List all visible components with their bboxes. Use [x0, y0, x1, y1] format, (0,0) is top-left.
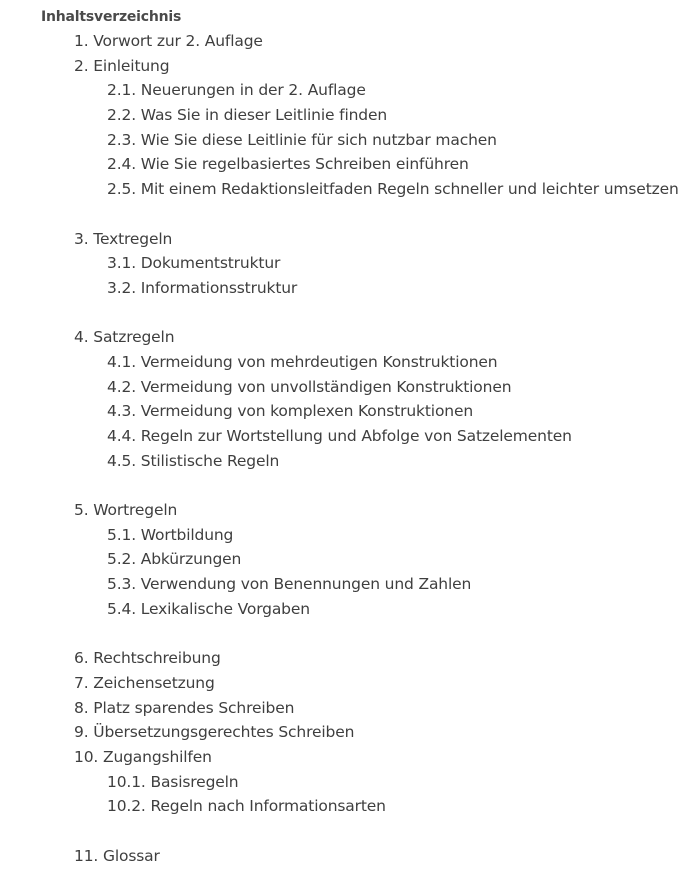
toc-section-item: [0, 177, 680, 202]
toc-section-item: [0, 375, 680, 400]
toc-chapter-item: [0, 325, 680, 350]
toc-chapter-item: [0, 646, 680, 671]
toc-section-item: [0, 276, 680, 301]
toc-section-item: [0, 152, 680, 177]
toc-chapter-item: [0, 720, 680, 745]
toc-section-link[interactable]: 5.2. Abkürzungen: [107, 550, 242, 569]
toc-chapter-link[interactable]: 3. Textregeln: [74, 229, 173, 248]
toc-section-link[interactable]: 4.3. Vermeidung von komplexen Konstruktionen: [107, 402, 474, 421]
toc-section-link[interactable]: 2.4. Wie Sie regelbasiertes Schreiben einführen: [107, 155, 469, 174]
toc-section-item: [0, 449, 680, 474]
toc-section-item: [0, 103, 680, 128]
toc-section-link[interactable]: 4.4. Regeln zur Wortstellung und Abfolge von Satzelementen: [107, 427, 572, 445]
toc-chapter-item: [0, 844, 680, 869]
toc-heading: Inhaltsverzeichnis: [41, 9, 182, 25]
toc-chapter-item: [0, 498, 680, 523]
toc-chapter-link[interactable]: 6. Rechtschreibung: [74, 649, 221, 668]
toc-section-item: [0, 547, 680, 572]
toc-list: [0, 29, 680, 868]
toc-chapter-item: [0, 54, 680, 79]
toc-section-item: [0, 251, 680, 276]
toc-section-item: [0, 523, 680, 548]
toc-section-link[interactable]: 5.3. Verwendung von Benennungen und Zahlen: [107, 575, 472, 594]
toc-chapter-link[interactable]: 10. Zugangshilfen: [74, 747, 212, 766]
toc-section-item: [0, 572, 680, 597]
toc-section-item: [0, 770, 680, 795]
toc-chapter-link[interactable]: 5. Wortregeln: [74, 501, 178, 520]
toc-section-link[interactable]: 2.1. Neuerungen in der 2. Auflage: [107, 81, 366, 100]
toc-section-link[interactable]: 3.2. Informationsstruktur: [107, 278, 298, 297]
toc-chapter-link[interactable]: 7. Zeichensetzung: [74, 673, 215, 692]
toc-chapter-link[interactable]: 11. Glossar: [74, 846, 160, 865]
toc-section-link[interactable]: 5.1. Wortbildung: [107, 525, 234, 544]
toc-chapter-link[interactable]: 8. Platz sparendes Schreiben: [74, 698, 295, 717]
toc-section-item: [0, 399, 680, 424]
toc-section-item: [0, 794, 680, 819]
toc-section-item: [0, 597, 680, 622]
toc-section-link[interactable]: 4.2. Vermeidung von unvollständigen Konstruktionen: [107, 377, 512, 396]
toc-section-item: [0, 78, 680, 103]
toc-chapter-link[interactable]: 2. Einleitung: [74, 56, 170, 75]
toc-section-link[interactable]: 2.5. Mit einem Redaktionsleitfaden Regeln schneller und leichter umsetzen: [107, 180, 679, 199]
toc-chapter-item: [0, 227, 680, 252]
toc-section-item: [0, 350, 680, 375]
toc-section-item: [0, 128, 680, 153]
toc-chapter-link[interactable]: 9. Übersetzungsgerechtes Schreiben: [74, 723, 355, 742]
toc-chapter-link[interactable]: 1. Vorwort zur 2. Auflage: [74, 32, 263, 50]
toc-chapter-item: [0, 696, 680, 721]
toc-section-link[interactable]: 4.5. Stilistische Regeln: [107, 451, 280, 470]
toc-section-link[interactable]: 5.4. Lexikalische Vorgaben: [107, 599, 310, 618]
toc-section-link[interactable]: 3.1. Dokumentstruktur: [107, 254, 281, 273]
toc-chapter-link[interactable]: 4. Satzregeln: [74, 328, 175, 347]
toc-section-link[interactable]: 4.1. Vermeidung von mehrdeutigen Konstruktionen: [107, 352, 498, 371]
toc-section-link[interactable]: 2.2. Was Sie in dieser Leitlinie finden: [107, 106, 388, 125]
toc-chapter-item: [0, 745, 680, 770]
toc-section-link[interactable]: 2.3. Wie Sie diese Leitlinie für sich nutzbar machen: [107, 130, 497, 149]
toc-section-link[interactable]: 10.2. Regeln nach Informationsarten: [107, 797, 386, 816]
toc-section-link[interactable]: 10.1. Basisregeln: [107, 772, 239, 791]
toc-section-item: [0, 424, 680, 449]
toc-chapter-item: [0, 29, 680, 54]
toc-chapter-item: [0, 671, 680, 696]
